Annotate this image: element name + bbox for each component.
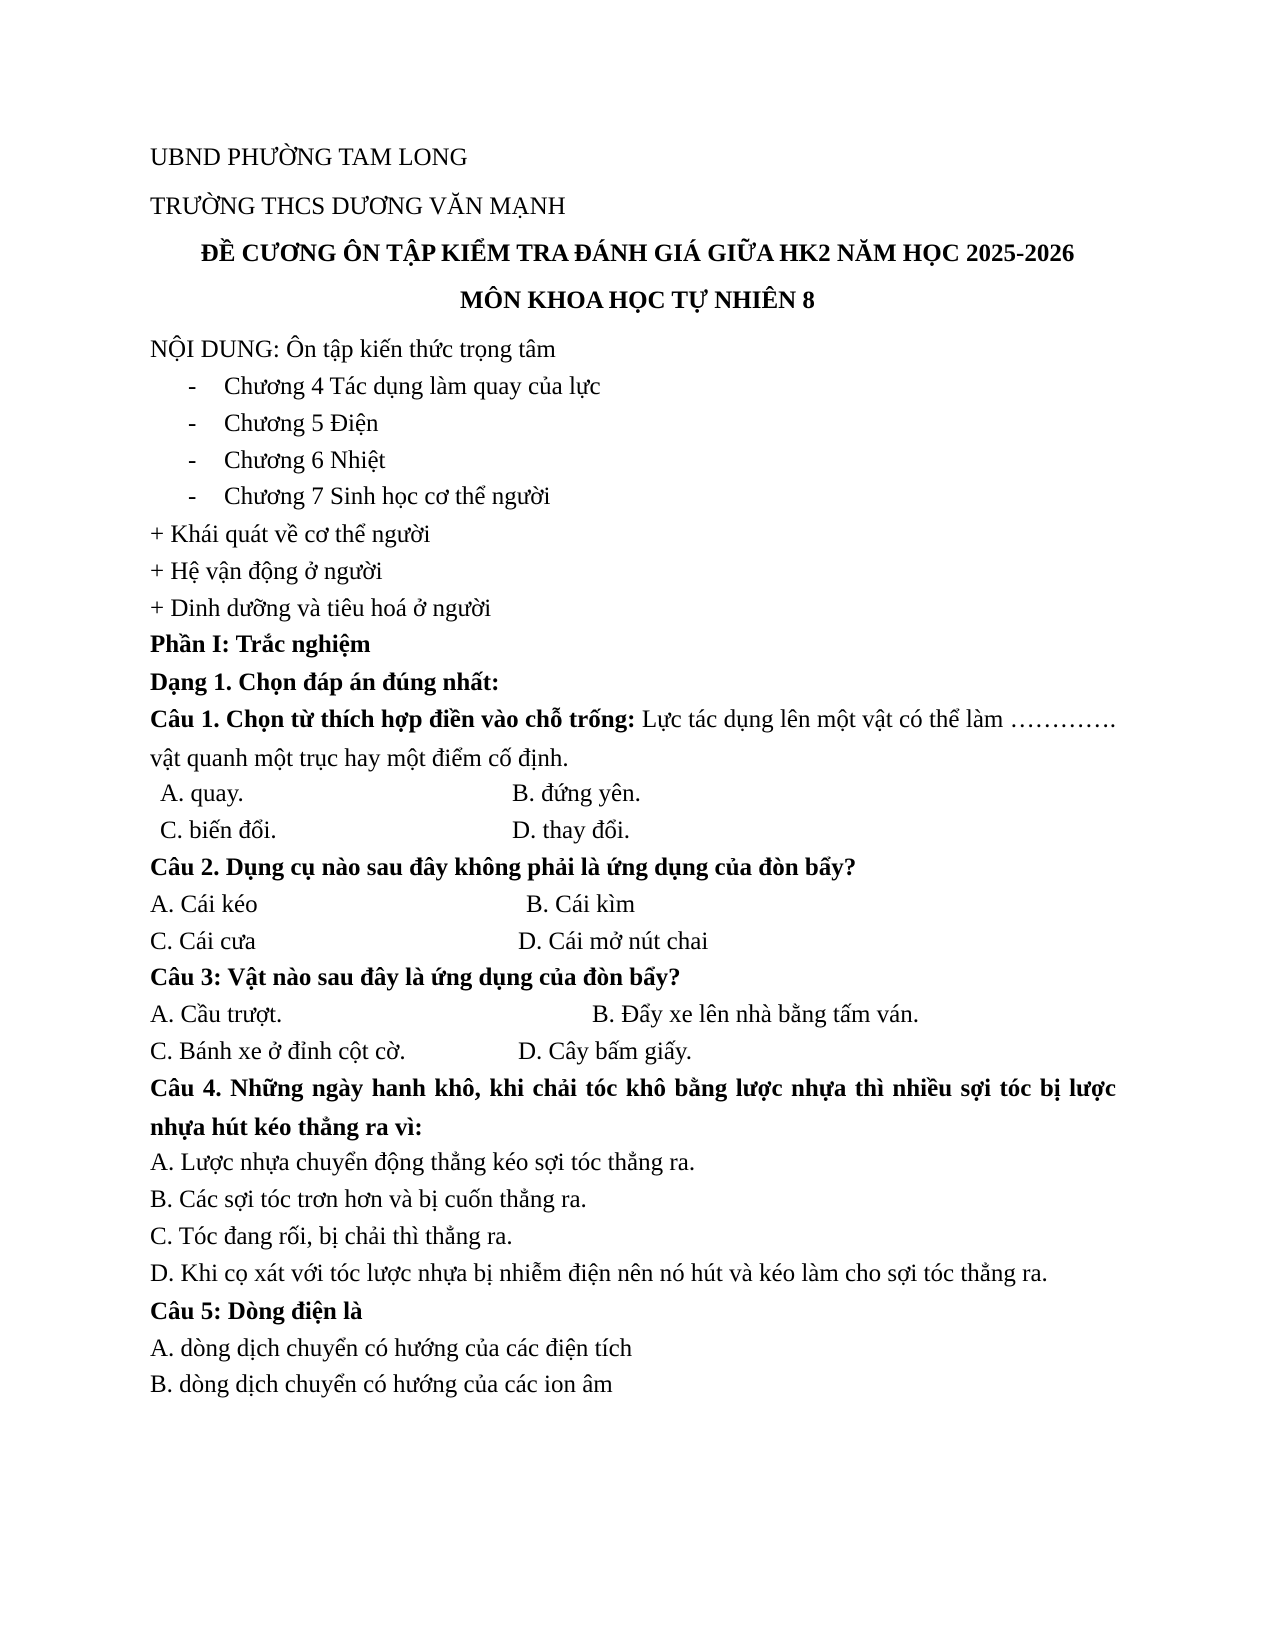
- question-3: Câu 3: Vật nào sau đây là ứng dụng của đòn bẩy?: [150, 964, 681, 991]
- authority-name: UBND PHƯỜNG TAM LONG: [150, 144, 468, 171]
- list-dash: -: [188, 447, 197, 474]
- content-intro: NỘI DUNG: Ôn tập kiến thức trọng tâm: [150, 336, 556, 363]
- option-d: D. Cái mở nút chai: [518, 928, 709, 955]
- option-b: B. đứng yên.: [512, 780, 641, 807]
- subtopic-item: + Hệ vận động ở người: [150, 558, 383, 585]
- option-b: B. dòng dịch chuyển có hướng của các ion âm: [150, 1371, 613, 1398]
- question-type-heading: Dạng 1. Chọn đáp án đúng nhất:: [150, 669, 500, 696]
- school-name: TRƯỜNG THCS DƯƠNG VĂN MẠNH: [150, 193, 566, 220]
- document-title: ĐỀ CƯƠNG ÔN TẬP KIỂM TRA ĐÁNH GIÁ GIỮA HK2 NĂM HỌC 2025-2026: [200, 240, 1075, 267]
- chapter-text: Chương 7 Sinh học cơ thể người: [224, 483, 551, 510]
- question-text: Lực tác dụng lên một vật có thể làm …………. vật quanh một trục hay một điểm cố định.: [150, 706, 1116, 772]
- list-dash: -: [188, 373, 197, 400]
- option-d: D. Cây bấm giấy.: [518, 1038, 693, 1065]
- subtopic-item: + Khái quát về cơ thể người: [150, 521, 431, 548]
- list-dash: -: [188, 483, 197, 510]
- option-c: C. Tóc đang rối, bị chải thì thẳng ra.: [150, 1223, 513, 1250]
- part-heading: Phần I: Trắc nghiệm: [150, 631, 371, 658]
- option-a: A. Cái kéo: [150, 891, 258, 918]
- chapter-text: Chương 6 Nhiệt: [224, 447, 386, 474]
- option-b: B. Các sợi tóc trơn hơn và bị cuốn thẳng ra.: [150, 1186, 587, 1213]
- option-a: A. Lược nhựa chuyển động thẳng kéo sợi tóc thẳng ra.: [150, 1149, 696, 1176]
- option-d: D. Khi cọ xát với tóc lược nhựa bị nhiễm điện nên nó hút và kéo làm cho sợi tóc thẳng ra.: [150, 1260, 1048, 1287]
- option-b: B. Đẩy xe lên nhà bằng tấm ván.: [592, 1001, 919, 1028]
- option-b: B. Cái kìm: [526, 891, 636, 918]
- question-5: Câu 5: Dòng điện là: [150, 1298, 363, 1325]
- option-a: A. quay.: [160, 780, 244, 807]
- option-c: C. Cái cưa: [150, 928, 256, 955]
- option-d: D. thay đổi.: [512, 817, 631, 844]
- subtopic-item: + Dinh dưỡng và tiêu hoá ở người: [150, 595, 492, 622]
- question-1: [150, 701, 1116, 778]
- option-c: C. Bánh xe ở đỉnh cột cờ.: [150, 1038, 406, 1065]
- option-a: A. Cầu trượt.: [150, 1001, 283, 1028]
- subject-title: MÔN KHOA HỌC TỰ NHIÊN 8: [460, 287, 815, 314]
- option-c: C. biến đổi.: [160, 817, 277, 844]
- list-dash: -: [188, 410, 197, 437]
- question-4: Câu 4. Những ngày hanh khô, khi chải tóc khô bằng lược nhựa thì nhiều sợi tóc bị lược nhựa hút kéo thẳng ra vì:: [150, 1075, 1116, 1141]
- question-label: Câu 1. Chọn từ thích hợp điền vào chỗ trống:: [150, 706, 636, 733]
- chapter-text: Chương 4 Tác dụng làm quay của lực: [224, 373, 601, 400]
- chapter-text: Chương 5 Điện: [224, 410, 379, 437]
- question-2: Câu 2. Dụng cụ nào sau đây không phải là ứng dụng của đòn bẩy?: [150, 854, 857, 881]
- option-a: A. dòng dịch chuyển có hướng của các điện tích: [150, 1335, 633, 1362]
